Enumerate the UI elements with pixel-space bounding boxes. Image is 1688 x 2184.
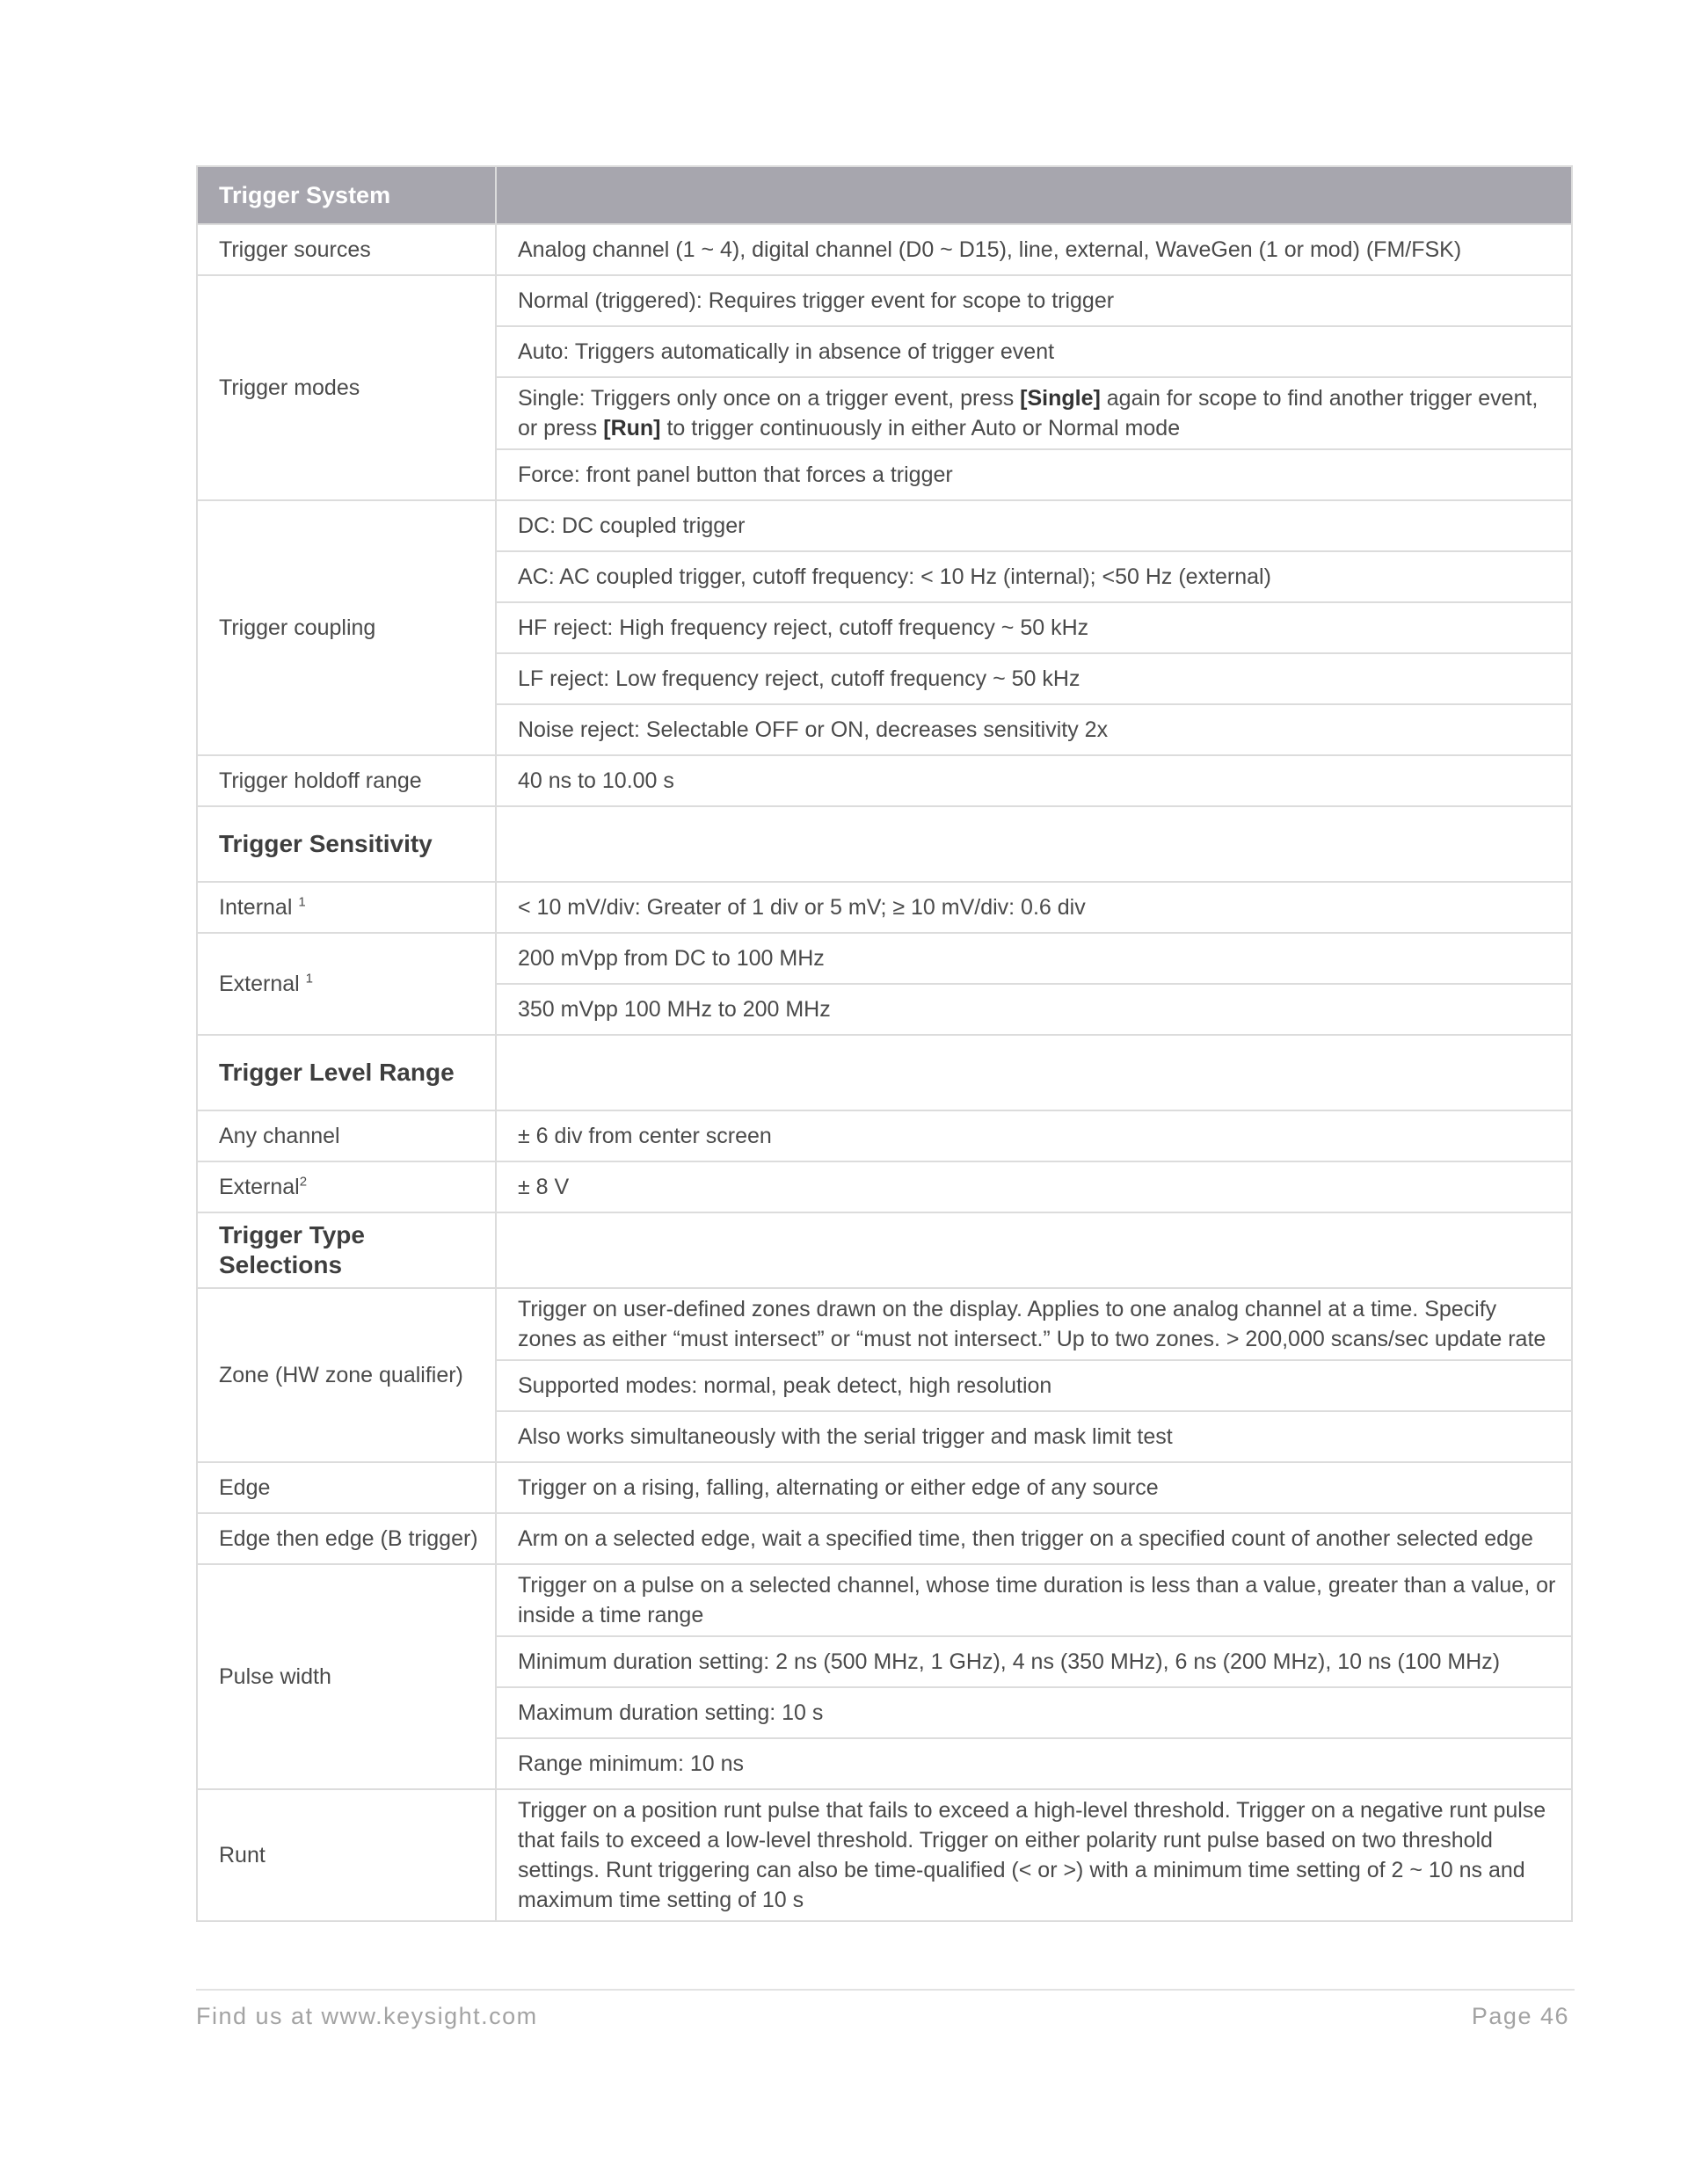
text-run: again for scope to find another trigger event, or press [518, 386, 1539, 440]
row-value: ± 6 div from center screen [496, 1110, 1572, 1161]
row-label: Zone (HW zone qualifier) [197, 1288, 496, 1462]
row-value: Maximum duration setting: 10 s [496, 1687, 1572, 1738]
single-key-text: [Single] [1020, 386, 1101, 411]
table-row [197, 882, 1572, 933]
row-label: Edge then edge (B trigger) [197, 1513, 496, 1564]
section-empty-cell [496, 806, 1572, 882]
table-row [197, 1789, 1572, 1921]
table-row [197, 1161, 1572, 1212]
footnote-marker: 1 [298, 894, 306, 910]
page-number: Page 46 [1471, 2003, 1569, 2029]
section-empty-cell [496, 1035, 1572, 1110]
header-empty-cell [496, 166, 1572, 224]
row-value: 350 mVpp 100 MHz to 200 MHz [496, 984, 1572, 1035]
row-label: Pulse width [197, 1564, 496, 1789]
row-value: ± 8 V [496, 1161, 1572, 1212]
text-run: External [219, 1175, 300, 1199]
table-row [197, 1110, 1572, 1161]
row-value: Auto: Triggers automatically in absence of trigger event [496, 326, 1572, 377]
table-row [197, 1513, 1572, 1564]
row-value: Range minimum: 10 ns [496, 1738, 1572, 1789]
row-label: Runt [197, 1789, 496, 1921]
row-label-internal [197, 882, 496, 933]
table-row [197, 755, 1572, 806]
row-value: Minimum duration setting: 2 ns (500 MHz, 1 GHz), 4 ns (350 MHz), 6 ns (200 MHz), 10 ns (100 MHz) [496, 1636, 1572, 1687]
text-run: External [219, 972, 300, 996]
row-value: Trigger on a pulse on a selected channel, whose time duration is less than a value, greater than a value, or inside a time range [496, 1564, 1572, 1636]
table-row [197, 1288, 1572, 1360]
section-title-trigger-level-range: Trigger Level Range [197, 1035, 496, 1110]
table-header-row [197, 166, 1572, 224]
section-empty-cell [496, 1212, 1572, 1288]
row-value: Force: front panel button that forces a trigger [496, 449, 1572, 500]
text-run: Internal [219, 895, 293, 920]
section-title-trigger-type-selections: Trigger Type Selections [197, 1212, 496, 1288]
row-value-single [496, 377, 1572, 449]
row-value: Trigger on a position runt pulse that fails to exceed a high-level threshold. Trigger on a negative runt pulse that fails to exceed a low-level threshold. Trigger on either polarity runt pulse based on two threshold settings. Runt triggering can also be time-qualified (< or >) with a minimum time setting of 2 ~ 10 ns and maximum time setting of 10 s [496, 1789, 1572, 1921]
table-row [197, 500, 1572, 551]
row-value: 200 mVpp from DC to 100 MHz [496, 933, 1572, 984]
row-value: HF reject: High frequency reject, cutoff frequency ~ 50 kHz [496, 602, 1572, 653]
row-value: < 10 mV/div: Greater of 1 div or 5 mV; ≥ 10 mV/div: 0.6 div [496, 882, 1572, 933]
table-row [197, 275, 1572, 326]
row-value: Noise reject: Selectable OFF or ON, decreases sensitivity 2x [496, 704, 1572, 755]
row-value: AC: AC coupled trigger, cutoff frequency: < 10 Hz (internal); <50 Hz (external) [496, 551, 1572, 602]
row-label-external [197, 933, 496, 1035]
row-value: Trigger on a rising, falling, alternating or either edge of any source [496, 1462, 1572, 1513]
text-run: Single: Triggers only once on a trigger event, press [518, 386, 1021, 411]
row-value: Arm on a selected edge, wait a specified time, then trigger on a specified count of another selected edge [496, 1513, 1572, 1564]
row-value: Also works simultaneously with the serial trigger and mask limit test [496, 1411, 1572, 1462]
section-title-trigger-sensitivity: Trigger Sensitivity [197, 806, 496, 882]
row-value: Analog channel (1 ~ 4), digital channel (D0 ~ D15), line, external, WaveGen (1 or mod) (FM/FSK) [496, 224, 1572, 275]
section-row [197, 1212, 1572, 1288]
table-row [197, 224, 1572, 275]
trigger-spec-table [196, 165, 1573, 1922]
row-value: 40 ns to 10.00 s [496, 755, 1572, 806]
page-footer [196, 1989, 1575, 2030]
row-value: Normal (triggered): Requires trigger event for scope to trigger [496, 275, 1572, 326]
section-title-trigger-system: Trigger System [197, 166, 496, 224]
table-row [197, 933, 1572, 984]
footnote-marker: 1 [305, 971, 314, 986]
row-value: Supported modes: normal, peak detect, high resolution [496, 1360, 1572, 1411]
text-run: to trigger continuously in either Auto or Normal mode [660, 416, 1181, 440]
run-key-text: [Run] [603, 416, 661, 440]
row-label-external [197, 1161, 496, 1212]
section-row [197, 1035, 1572, 1110]
row-label: Trigger modes [197, 275, 496, 500]
table-row [197, 1564, 1572, 1636]
row-label: Any channel [197, 1110, 496, 1161]
row-value: Trigger on user-defined zones drawn on the display. Applies to one analog channel at a time. Specify zones as either “must intersect” or “must not intersect.” Up to two zones. > 200,000 scans/sec update rate [496, 1288, 1572, 1360]
table-row [197, 1462, 1572, 1513]
footnote-marker: 2 [299, 1174, 308, 1190]
row-value: LF reject: Low frequency reject, cutoff frequency ~ 50 kHz [496, 653, 1572, 704]
section-row [197, 806, 1572, 882]
row-label: Trigger holdoff range [197, 755, 496, 806]
row-label: Trigger coupling [197, 500, 496, 755]
row-label: Edge [197, 1462, 496, 1513]
footer-website-link[interactable]: Find us at www.keysight.com [196, 2003, 538, 2029]
row-label: Trigger sources [197, 224, 496, 275]
row-value: DC: DC coupled trigger [496, 500, 1572, 551]
